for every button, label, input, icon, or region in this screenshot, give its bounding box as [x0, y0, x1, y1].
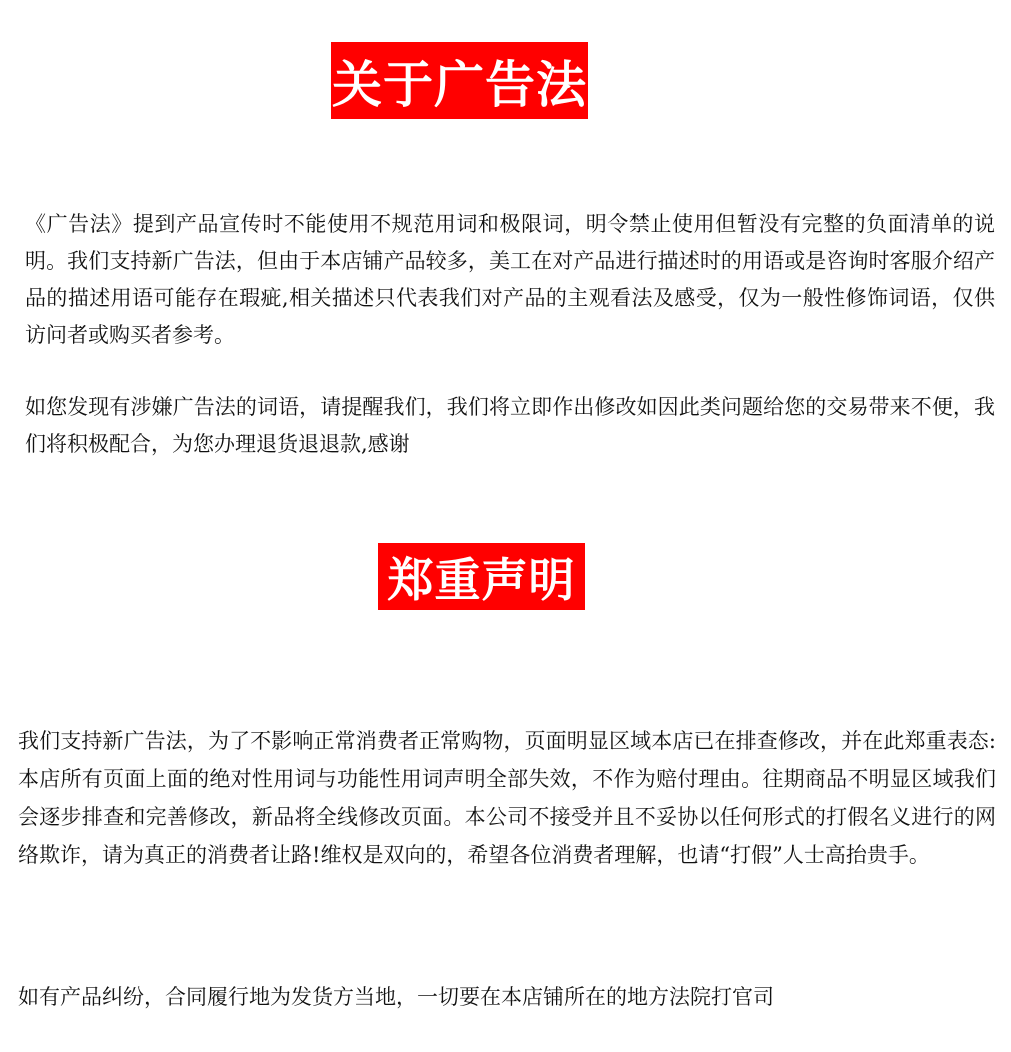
advertising-law-paragraph-2: 如您发现有涉嫌广告法的词语，请提醒我们，我们将立即作出修改如因此类问题给您的交易带来不便，我们将积极配合，为您办理退货退退款,感谢 — [25, 395, 995, 456]
solemn-statement-paragraph-2: 如有产品纠纷，合同履行地为发货方当地，一切要在本店铺所在的地方法院打官司 — [18, 985, 774, 1009]
advertising-law-paragraph-1: 《广告法》提到产品宣传时不能使用不规范用词和极限词，明令禁止使用但暂没有完整的负面清单的说明。我们支持新广告法，但由于本店铺产品较多，美工在对产品进行描述时的用语或是咨询时客服介绍产品的描述用语可能存在瑕疵,相关描述只代表我们对产品的主观看法及感受，仅为一般性修饰词语，仅供访问者或购买者参考。 — [25, 212, 995, 347]
advertising-law-title: 关于广告法 — [331, 42, 588, 119]
solemn-statement-paragraph-1: 我们支持新广告法，为了不影响正常消费者正常购物，页面明显区域本店已在排查修改，并在此郑重表态:本店所有页面上面的绝对性用词与功能性用词声明全部失效，不作为赔付理由。往期商品不明显区域我们会逐步排查和完善修改，新品将全线修改页面。本公司不接受并且不妥协以任何形式的打假名义进行的网络欺诈，请为真正的消费者让路!维权是双向的，希望各位消费者理解，也请“打假”人士高抬贵手。 — [18, 729, 996, 867]
solemn-statement-title: 郑重声明 — [378, 543, 585, 610]
